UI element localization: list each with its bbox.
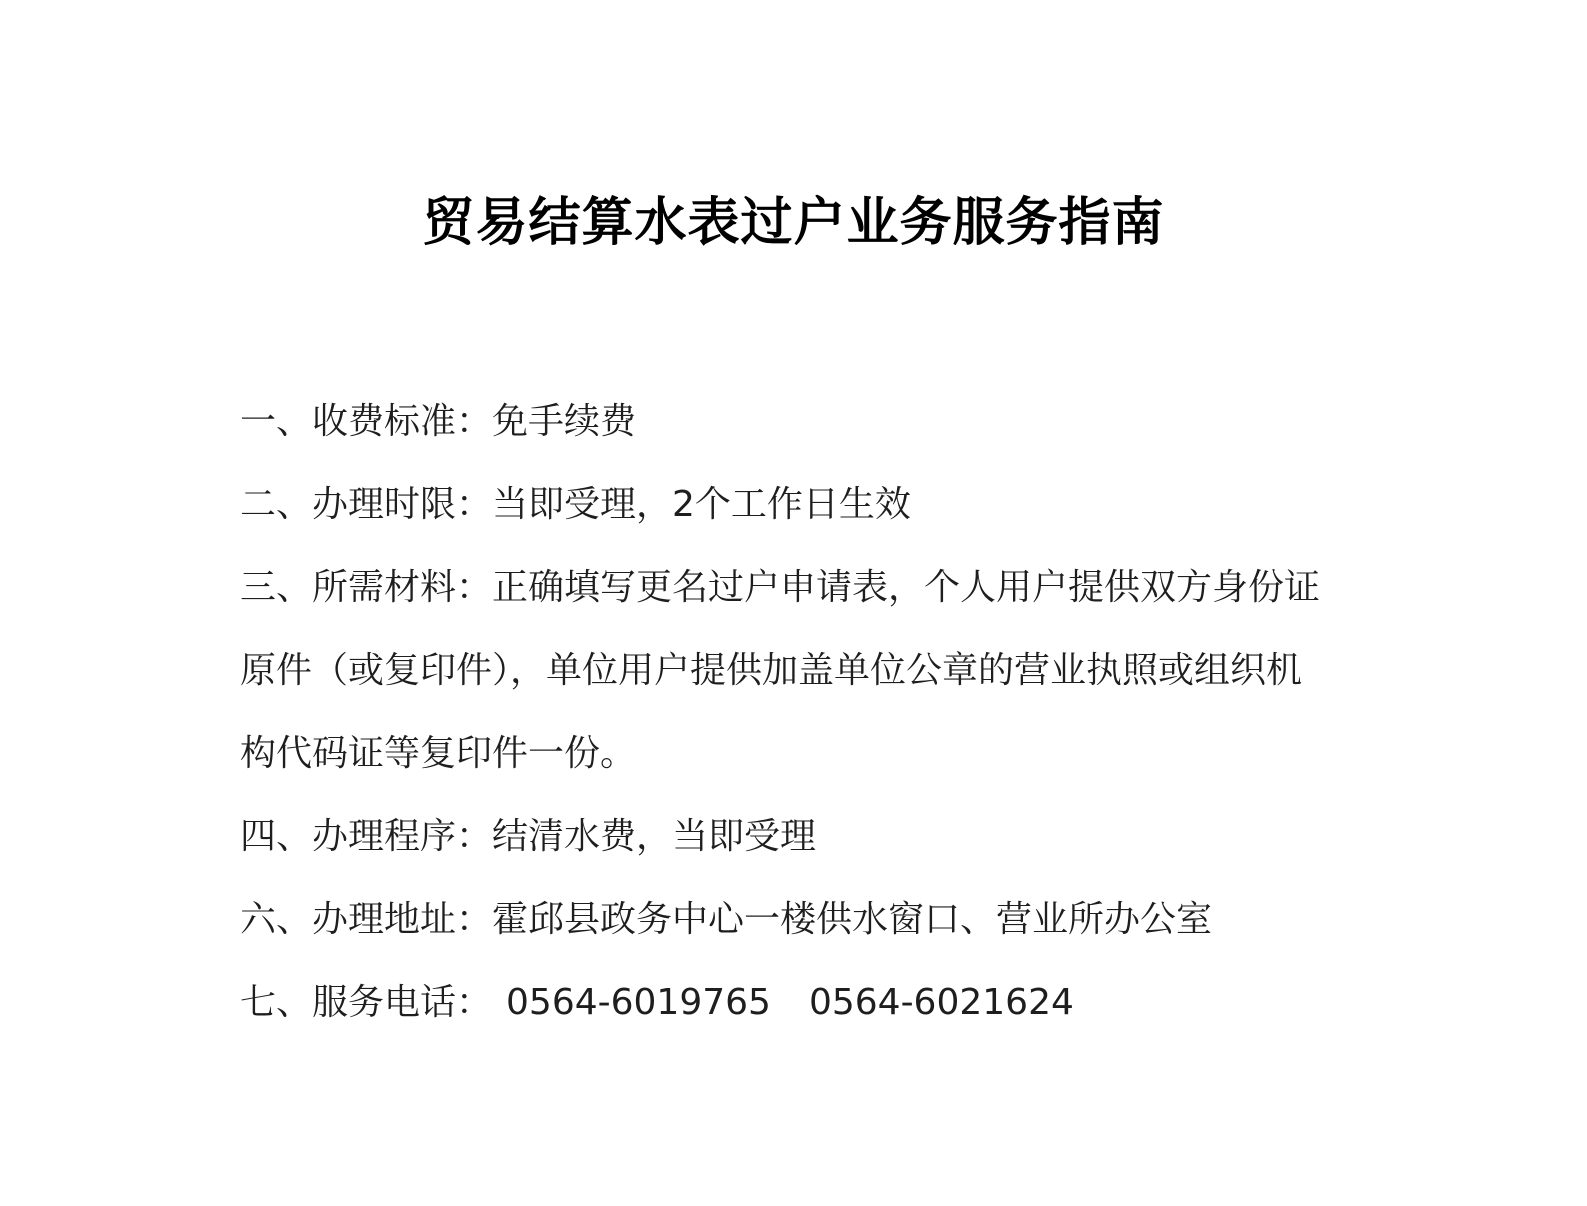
required-materials-continuation xyxy=(240,629,1350,712)
procedure-item xyxy=(240,795,1350,878)
address-item xyxy=(240,878,1350,961)
address-value: 霍邱县政务中心一楼供水窗口、营业所办公室 xyxy=(492,899,1213,940)
required-materials-line-2: 原件（或复印件），单位用户提供加盖单位公章的营业执照或组织机 xyxy=(240,650,1303,691)
required-materials-line-1: 正确填写更名过户申请表，个人用户提供双方身份证 xyxy=(492,567,1321,608)
processing-time-label: 二、办理时限： xyxy=(240,484,493,525)
phone-item xyxy=(240,961,1350,1044)
procedure-value: 结清水费，当即受理 xyxy=(492,816,817,857)
address-label: 六、办理地址： xyxy=(240,899,493,940)
phone-label: 七、服务电话： xyxy=(240,982,493,1023)
guide-content xyxy=(240,380,1350,1044)
phone-number-1: 0564-6019765 xyxy=(506,982,771,1023)
processing-time-item xyxy=(240,463,1350,546)
procedure-label: 四、办理程序： xyxy=(240,816,493,857)
required-materials-continuation xyxy=(240,712,1350,795)
fee-standard-value: 免手续费 xyxy=(492,401,637,442)
required-materials-line-3: 构代码证等复印件一份。 xyxy=(240,733,637,774)
fee-standard-item xyxy=(240,380,1350,463)
required-materials-item xyxy=(240,546,1350,629)
page-title: 贸易结算水表过户业务服务指南 xyxy=(422,192,1165,253)
required-materials-label: 三、所需材料： xyxy=(240,567,493,608)
fee-standard-label: 一、收费标准： xyxy=(240,401,493,442)
processing-time-value: 当即受理，2个工作日生效 xyxy=(492,484,911,525)
phone-number-2: 0564-6021624 xyxy=(808,982,1074,1023)
